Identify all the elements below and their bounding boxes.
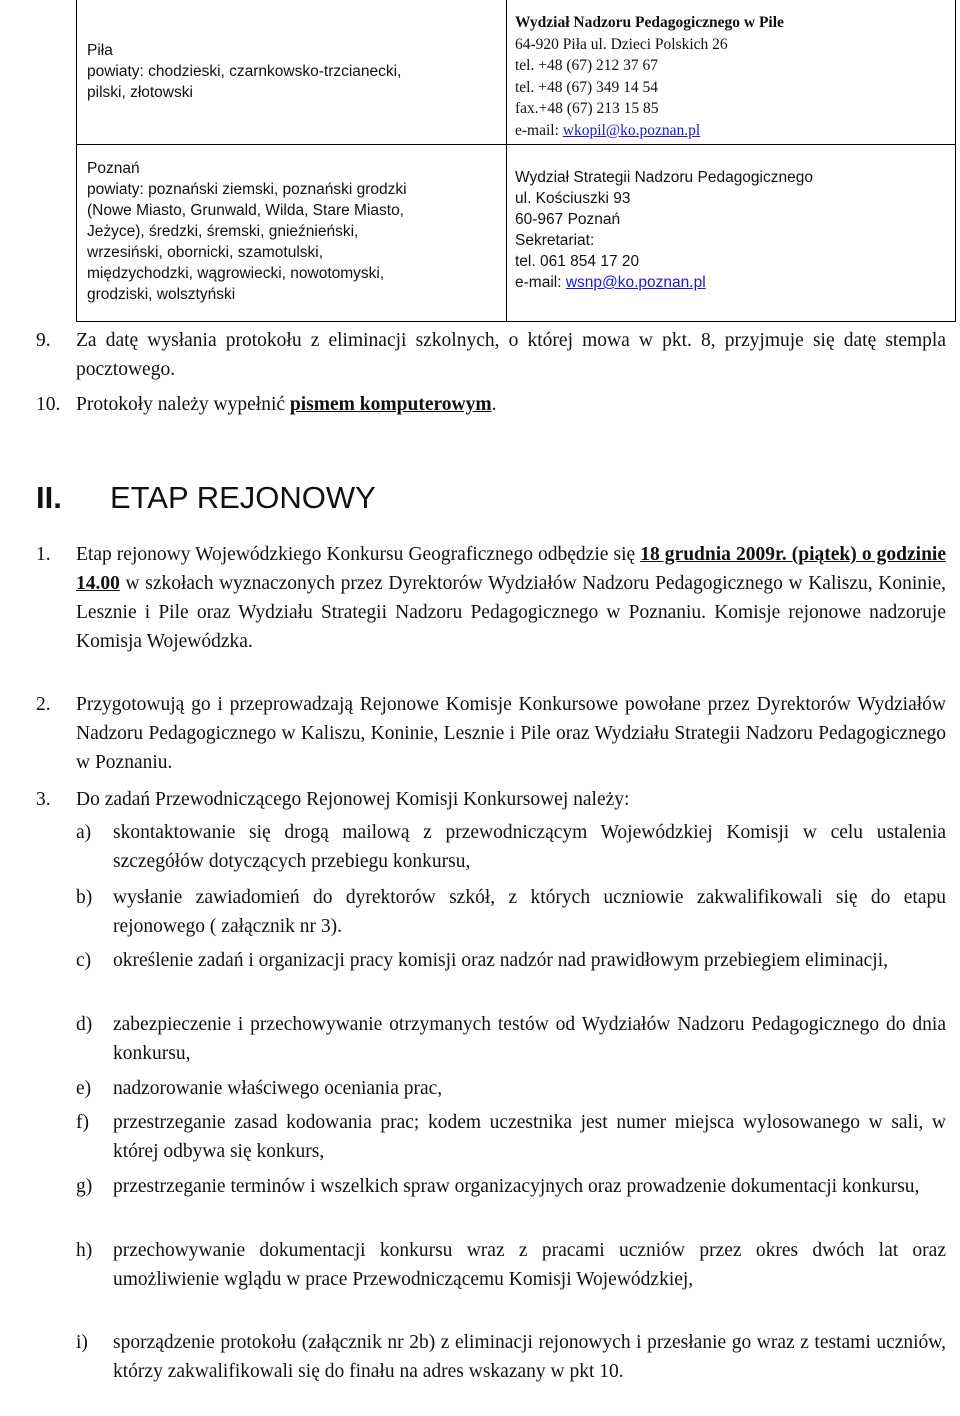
email-link-poznan[interactable]: wsnp@ko.poznan.pl	[565, 274, 706, 291]
region-line: pilski, złotowski	[87, 84, 193, 101]
region-line: (Nowe Miasto, Grunwald, Wilda, Stare Miasto,	[87, 202, 404, 219]
table-cell-poznan-office	[507, 145, 955, 321]
item-number-10: 10.	[36, 394, 61, 415]
subitem-letter-a: a)	[76, 822, 92, 843]
email-label: e-mail:	[515, 121, 563, 139]
region-line: międzychodzki, wągrowiecki, nowotomyski,	[87, 265, 385, 282]
office-line: tel. 061 854 17 20	[515, 253, 640, 270]
region-line: powiaty: chodzieski, czarnkowsko-trzcianecki,	[87, 63, 402, 80]
subitem-letter-g: g)	[76, 1176, 93, 1197]
region-line: powiaty: poznański ziemski, poznański grodzki	[87, 181, 407, 198]
text-run: w szkołach wyznaczonych przez Dyrektorów Wydziałów Nadzoru Pedagogicznego w Kaliszu, Koninie, Lesznie i Pile oraz Wydziału Strategii Nadzoru Pedagogicznego w Poznaniu. Komisje rejonowe nadzoruje Komisja Wojewódzka.	[76, 573, 946, 652]
point-text-3: Do zadań Przewodniczącego Rejonowej Komisji Konkursowej należy:	[76, 789, 630, 810]
region-title-poznan: Poznań	[87, 160, 140, 177]
subitem-text-h: przechowywanie dokumentacji konkursu wraz z pracami uczniów przez okres dwóch lat oraz umożliwienie wglądu w prace Przewodniczącemu Komisji Wojewódzkiej,	[113, 1240, 946, 1290]
subitem-letter-c: c)	[76, 950, 92, 971]
item-text-9: Za datę wysłania protokołu z eliminacji szkolnych, o której mowa w pkt. 8, przyjmuje się datę stempla pocztowego.	[76, 330, 946, 380]
subitem-letter-d: d)	[76, 1014, 93, 1035]
subitem-text-i: sporządzenie protokołu (załącznik nr 2b) z eliminacji rejonowych i przesłanie go wraz z testami uczniów, którzy zakwalifikowali się do finału na adres wskazany w pkt 10.	[113, 1332, 946, 1382]
point-text-2: Przygotowują go i przeprowadzają Rejonowe Komisje Konkursowe powołane przez Dyrektorów Wydziałów Nadzoru Pedagogicznego w Kaliszu, Koninie, Lesznie i Pile oraz Wydziału Strategii Nadzoru Pedagogicznego w Poznaniu.	[76, 694, 946, 773]
underlined-date: 18 grudnia 2009r. (piątek) o godzinie 14.00	[76, 544, 946, 594]
region-line: wrzesiński, obornicki, szamotulski,	[87, 244, 324, 261]
office-line: ul. Kościuszki 93	[515, 190, 631, 207]
item-number-9: 9.	[36, 330, 51, 351]
subitem-text-a: skontaktowanie się drogą mailową z przewodniczącym Wojewódzkiej Komisji w celu ustalenia szczegółów dotyczących przebiegu konkursu,	[113, 822, 946, 872]
item-text-10	[76, 390, 946, 419]
subitem-letter-e: e)	[76, 1078, 92, 1099]
point-number-1: 1.	[36, 544, 51, 565]
office-name-poznan: Wydział Strategii Nadzoru Pedagogicznego	[515, 169, 813, 186]
region-line: Jeżyce), średzki, śremski, gnieźnieński,	[87, 223, 359, 240]
region-title-pila: Piła	[87, 42, 113, 59]
table-cell-pila-region	[77, 0, 507, 145]
office-name-pila: Wydział Nadzoru Pedagogicznego w Pile	[515, 14, 784, 31]
office-line: fax.+48 (67) 213 15 85	[515, 100, 659, 117]
text-run: Etap rejonowy Wojewódzkiego Konkursu Geograficznego odbędzie się	[76, 544, 641, 565]
subitem-letter-i: i)	[76, 1332, 88, 1353]
subitem-letter-h: h)	[76, 1240, 93, 1261]
section-title: ETAP REJONOWY	[110, 480, 376, 515]
regions-table	[76, 0, 956, 322]
office-line: tel. +48 (67) 349 14 54	[515, 78, 659, 96]
subitem-text-e: nadzorowanie właściwego oceniania prac,	[113, 1078, 443, 1099]
office-line: 64-920 Piła ul. Dzieci Polskich 26	[515, 35, 728, 53]
office-email-poznan	[515, 272, 955, 293]
subitem-text-d: zabezpieczenie i przechowywanie otrzymanych testów od Wydziałów Nadzoru Pedagogicznego do dnia konkursu,	[113, 1014, 946, 1064]
office-line: Sekretariat:	[515, 232, 595, 249]
point-number-2: 2.	[36, 694, 51, 715]
subitem-text-f: przestrzeganie zasad kodowania prac; kodem uczestnika jest numer miejsca wylosowanego w sali, w której odbywa się konkurs,	[113, 1112, 946, 1162]
region-line: grodziski, wolsztyński	[87, 286, 236, 303]
section-number: II.	[36, 480, 62, 515]
subitem-text-b: wysłanie zawiadomień do dyrektorów szkół, z których uczniowie zakwalifikowali się do etapu rejonowego ( załącznik nr 3).	[113, 887, 946, 937]
subitem-letter-f: f)	[76, 1112, 89, 1133]
table-cell-pila-office	[507, 0, 955, 145]
office-email-pila	[515, 120, 955, 142]
point-text-1	[76, 540, 946, 656]
table-cell-poznan-region	[77, 145, 507, 321]
email-label: e-mail:	[515, 274, 566, 291]
email-link-pila[interactable]: wkopil@ko.poznan.pl	[562, 121, 701, 139]
subitem-text-g: przestrzeganie terminów i wszelkich spraw organizacyjnych oraz prowadzenie dokumentacji konkursu,	[113, 1176, 920, 1197]
region-lines-pila	[87, 61, 506, 103]
point-number-3: 3.	[36, 789, 51, 810]
section-heading	[36, 478, 376, 518]
text-run: Protokoły należy wypełnić	[76, 394, 290, 415]
office-line: tel. +48 (67) 212 37 67	[515, 57, 659, 74]
underlined-text: pismem komputerowym	[289, 394, 492, 415]
text-run: .	[491, 394, 497, 415]
office-line: 60-967 Poznań	[515, 211, 621, 228]
subitem-text-c: określenie zadań i organizacji pracy komisji oraz nadzór nad prawidłowym przebiegiem eliminacji,	[113, 950, 889, 971]
subitem-letter-b: b)	[76, 887, 93, 908]
